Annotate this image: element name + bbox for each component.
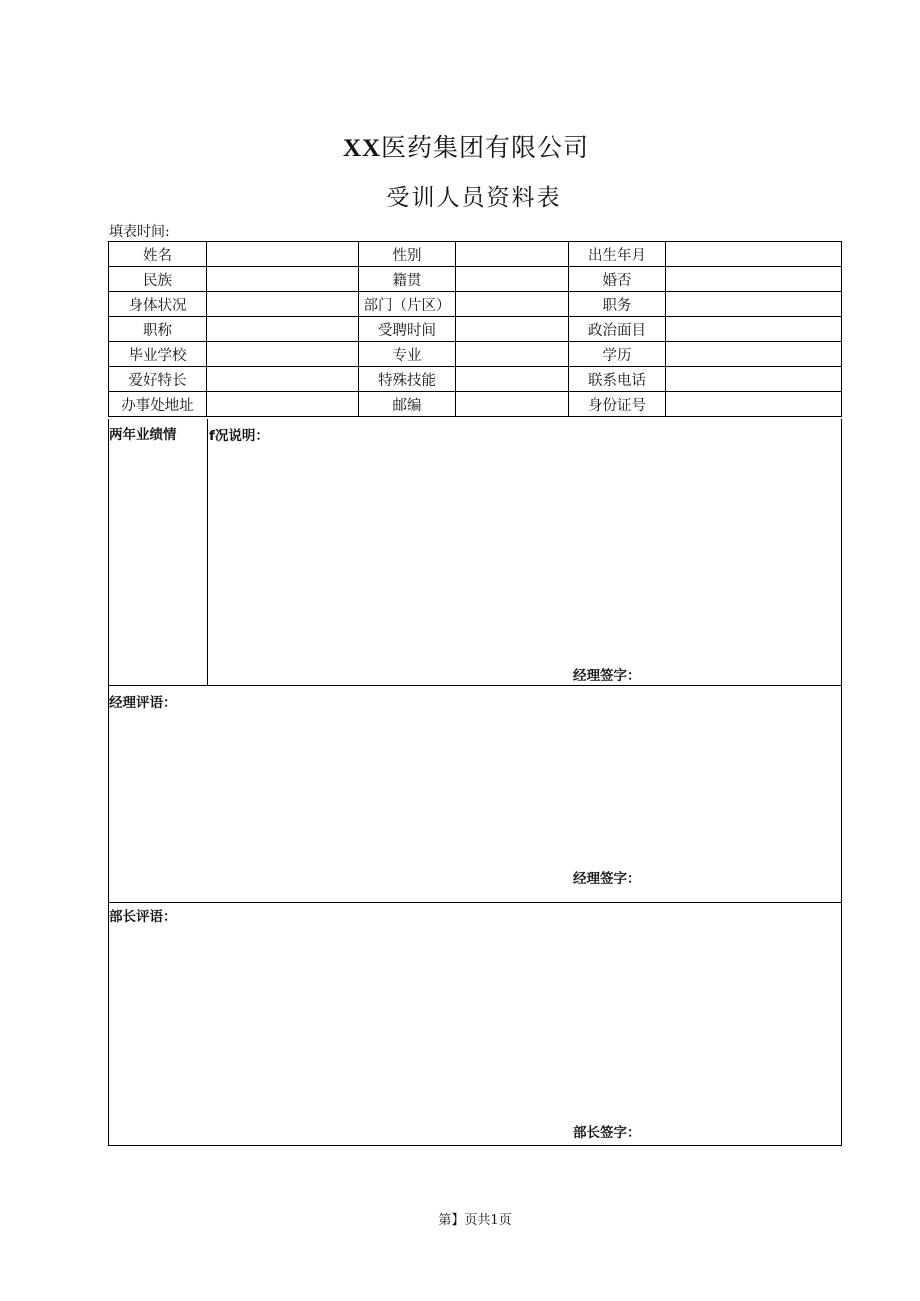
manager-review-label: 经理评语： <box>109 695 177 711</box>
field-value[interactable] <box>666 392 842 417</box>
performance-section <box>108 419 842 686</box>
personal-info-table <box>108 241 842 417</box>
field-label: 姓名 <box>109 242 207 267</box>
field-label: 性别 <box>359 242 456 267</box>
field-label: 出生年月 <box>569 242 666 267</box>
field-value[interactable] <box>207 242 359 267</box>
field-value[interactable] <box>456 292 569 317</box>
field-label: 特殊技能 <box>359 367 456 392</box>
info-row <box>109 292 842 317</box>
info-row <box>109 342 842 367</box>
field-value[interactable] <box>207 292 359 317</box>
field-label: 毕业学校 <box>109 342 207 367</box>
field-label: 学历 <box>569 342 666 367</box>
field-value[interactable] <box>666 317 842 342</box>
field-value[interactable] <box>207 267 359 292</box>
field-label: 部门（片区） <box>359 292 456 317</box>
performance-label: 两年业绩情 <box>109 427 177 443</box>
field-value[interactable] <box>666 242 842 267</box>
form-title: 受训人员资料表 <box>386 185 562 211</box>
field-label: 民族 <box>109 267 207 292</box>
info-row <box>109 392 842 417</box>
field-value[interactable] <box>666 292 842 317</box>
fill-time-label: 填表时间: <box>109 224 170 240</box>
performance-signature-label: 经理签字： <box>573 668 641 684</box>
field-value[interactable] <box>456 392 569 417</box>
field-label: 职务 <box>569 292 666 317</box>
field-value[interactable] <box>666 367 842 392</box>
field-value[interactable] <box>456 342 569 367</box>
field-label: 邮编 <box>359 392 456 417</box>
field-value[interactable] <box>456 317 569 342</box>
field-label: 受聘时间 <box>359 317 456 342</box>
field-label: 身份证号 <box>569 392 666 417</box>
field-value[interactable] <box>207 392 359 417</box>
info-row <box>109 267 842 292</box>
field-value[interactable] <box>456 242 569 267</box>
performance-description-label: f况说明： <box>209 428 269 444</box>
performance-divider <box>207 419 208 685</box>
info-row <box>109 242 842 267</box>
field-label: 专业 <box>359 342 456 367</box>
field-value[interactable] <box>207 367 359 392</box>
field-value[interactable] <box>666 267 842 292</box>
field-value[interactable] <box>456 267 569 292</box>
page-footer: 第】页共1页 <box>438 1213 512 1228</box>
field-label: 身体状况 <box>109 292 207 317</box>
company-prefix: XX <box>342 135 382 162</box>
field-label: 办事处地址 <box>109 392 207 417</box>
manager-review-section <box>108 685 842 903</box>
head-signature-label: 部长签字： <box>573 1125 641 1141</box>
manager-signature-label: 经理签字： <box>573 871 641 887</box>
field-label: 爱好特长 <box>109 367 207 392</box>
company-name-text: 医药集团有限公司 <box>381 133 590 162</box>
info-row <box>109 317 842 342</box>
field-label: 籍贯 <box>359 267 456 292</box>
field-label: 政治面目 <box>569 317 666 342</box>
field-value[interactable] <box>456 367 569 392</box>
head-review-label: 部长评语： <box>109 909 177 925</box>
field-value[interactable] <box>207 342 359 367</box>
field-value[interactable] <box>207 317 359 342</box>
field-value[interactable] <box>666 342 842 367</box>
field-label: 职称 <box>109 317 207 342</box>
field-label: 联系电话 <box>569 367 666 392</box>
company-name <box>0 128 920 164</box>
info-row <box>109 367 842 392</box>
field-label: 婚否 <box>569 267 666 292</box>
head-review-section <box>108 902 842 1146</box>
